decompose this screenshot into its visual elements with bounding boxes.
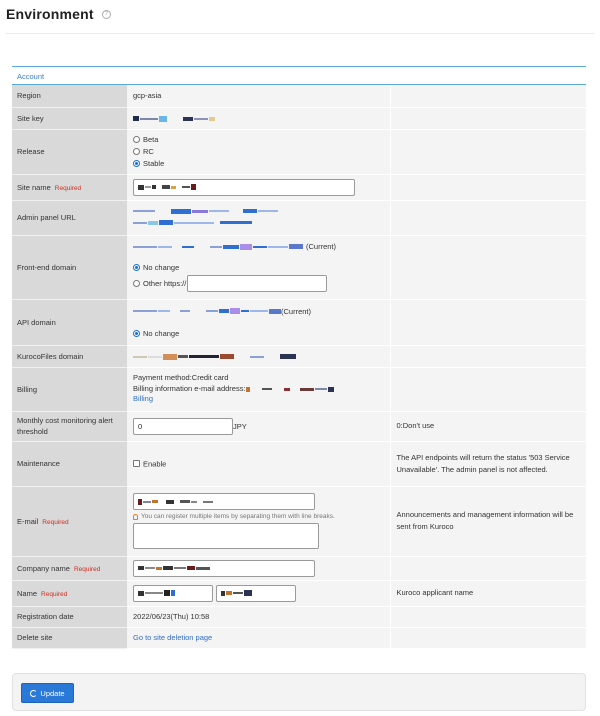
billing-email-label: Billing information e-mail address: <box>133 383 246 393</box>
maintenance-label: Maintenance <box>12 441 127 486</box>
api-no-change[interactable]: No change <box>133 327 390 339</box>
company-name-input[interactable] <box>133 560 315 577</box>
registration-label: Registration date <box>12 606 127 627</box>
release-stable[interactable]: Stable <box>133 158 390 170</box>
row-name <box>12 580 586 606</box>
release-rc[interactable]: RC <box>133 146 390 158</box>
page-title: Environment <box>6 6 94 22</box>
name-note: Kuroco applicant name <box>390 580 586 606</box>
row-email <box>12 486 586 556</box>
row-kurocofiles-domain <box>12 345 586 367</box>
region-label: Region <box>12 85 127 107</box>
billing-link[interactable]: Billing <box>133 394 154 404</box>
monthly-note: 0:Don't use <box>390 411 586 441</box>
row-billing <box>12 367 586 411</box>
row-company-name <box>12 556 586 580</box>
row-region <box>12 85 586 107</box>
api-redacted <box>133 308 281 314</box>
frontend-no-change[interactable]: No change <box>133 262 390 274</box>
frontend-current: (Current) <box>306 242 337 251</box>
sync-icon <box>30 690 37 697</box>
row-site-name <box>12 174 586 200</box>
account-table <box>12 85 586 649</box>
frontend-redacted <box>133 244 303 250</box>
site-key-label: Site key <box>12 107 127 129</box>
panel-title: Account <box>12 67 586 85</box>
email-input[interactable] <box>133 493 315 510</box>
header-divider <box>6 33 594 34</box>
row-release <box>12 129 586 174</box>
region-value: gcp-asia <box>127 85 390 107</box>
row-monthly-threshold <box>12 411 586 441</box>
maintenance-checkbox[interactable]: Enable <box>133 459 166 468</box>
monthly-label: Monthly cost monitoring alert threshold <box>12 411 127 441</box>
update-button[interactable]: Update <box>21 683 74 703</box>
billing-email-redacted <box>246 387 334 392</box>
kurocofiles-redacted <box>133 354 296 360</box>
row-delete-site <box>12 627 586 648</box>
maintenance-note: The API endpoints will return the status '503 Service Unavailable'. The admin panel is not affected. <box>390 441 586 486</box>
kurocofiles-label: KurocoFiles domain <box>12 345 127 367</box>
site-name-input[interactable] <box>133 179 355 196</box>
site-name-label: Site name <box>17 182 51 192</box>
admin-url-redacted[interactable] <box>133 208 390 227</box>
site-key-redacted <box>133 116 215 122</box>
required-badge: Required <box>54 184 82 192</box>
name-label: Name <box>17 588 38 598</box>
email-textarea[interactable] <box>133 523 319 549</box>
billing-method: Payment method:Credit card <box>133 373 229 383</box>
row-admin-url <box>12 200 586 235</box>
row-frontend-domain <box>12 235 586 299</box>
release-label: Release <box>12 129 127 174</box>
last-name-input[interactable] <box>133 585 213 602</box>
email-hint: You can register multiple items by separating them with line breaks. <box>141 513 335 520</box>
monthly-threshold-input[interactable]: 0 <box>133 418 233 435</box>
frontend-other-input[interactable] <box>187 275 327 292</box>
question-circle-icon[interactable]: ? <box>102 10 111 19</box>
page-header <box>6 4 111 24</box>
required-badge: Required <box>42 518 69 526</box>
row-site-key <box>12 107 586 129</box>
frontend-label: Front-end domain <box>12 235 127 299</box>
footer-bar <box>12 673 586 711</box>
delete-label: Delete site <box>12 627 127 648</box>
required-badge: Required <box>41 590 68 598</box>
required-badge: Required <box>73 565 101 573</box>
api-current: (Current) <box>281 306 312 316</box>
monthly-unit: JPY <box>233 421 247 431</box>
row-registration-date <box>12 606 586 627</box>
api-label: API domain <box>12 299 127 345</box>
lightbulb-icon <box>133 514 138 520</box>
registration-value: 2022/06/23(Thu) 10:58 <box>127 606 390 627</box>
company-label: Company name <box>17 563 70 573</box>
row-maintenance <box>12 441 586 486</box>
email-note: Announcements and management information will be sent from Kuroco <box>390 486 586 556</box>
row-api-domain <box>12 299 586 345</box>
delete-site-link[interactable]: Go to site deletion page <box>133 633 213 642</box>
first-name-input[interactable] <box>216 585 296 602</box>
account-panel <box>12 66 586 649</box>
email-label: E-mail <box>17 516 39 526</box>
frontend-other[interactable]: Other https:// <box>133 278 186 290</box>
release-beta[interactable]: Beta <box>133 134 390 146</box>
billing-label: Billing <box>12 367 127 411</box>
admin-url-label: Admin panel URL <box>12 200 127 235</box>
